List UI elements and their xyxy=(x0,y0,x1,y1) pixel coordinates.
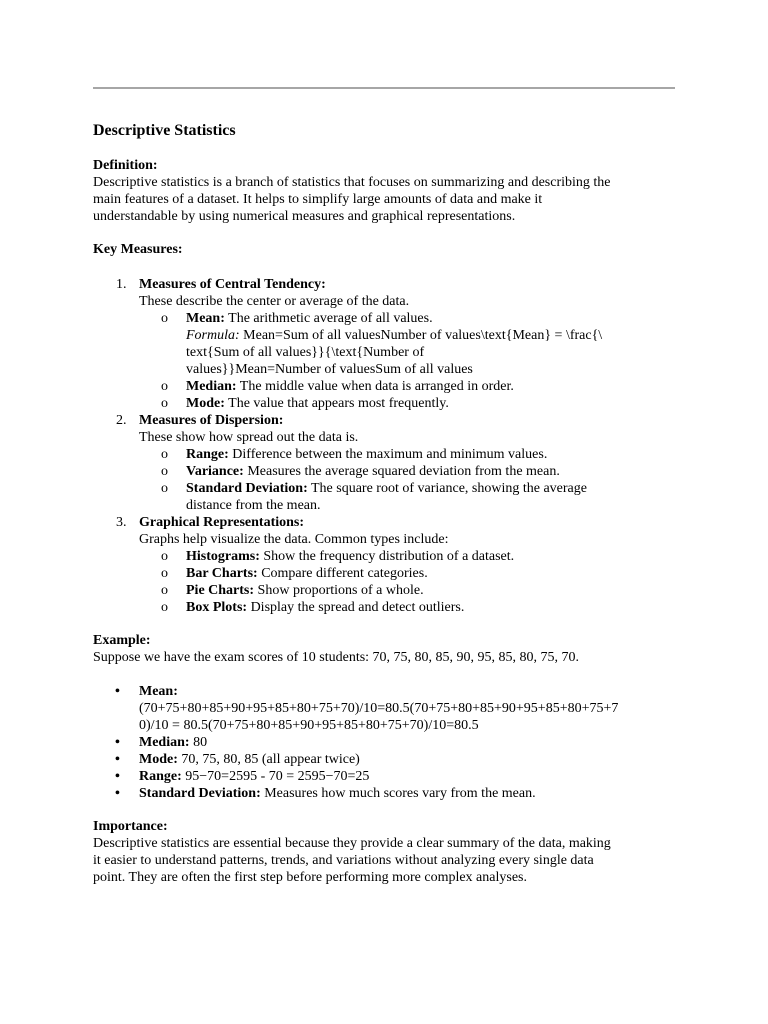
definition-line: Descriptive statistics is a branch of statistics that focuses on summarizing and describing the xyxy=(93,175,611,190)
circle-bullet-icon: o xyxy=(161,481,168,496)
importance-line: Descriptive statistics are essential because they provide a clear summary of the data, making xyxy=(93,836,611,851)
bullet-text: (70+75+80+85+90+95+85+80+75+70)/10=80.5(70+75+80+85+90+95+85+80+75+7 xyxy=(139,701,619,716)
bullet-text: 95−70=2595 - 70 = 2595−70=25 xyxy=(181,769,370,784)
sub-item-label: Bar Charts: xyxy=(186,566,258,581)
key-measures-list xyxy=(93,276,675,616)
list-item xyxy=(93,751,675,768)
sub-item-text: Display the spread and detect outliers. xyxy=(247,600,465,615)
definition-line: main features of a dataset. It helps to simplify large amounts of data and make it xyxy=(93,192,543,207)
sub-item-label: Mode: xyxy=(186,396,225,411)
example-intro: Suppose we have the exam scores of 10 students: 70, 75, 80, 85, 90, 95, 85, 80, 75, 70. xyxy=(93,650,580,665)
sub-item-label: Variance: xyxy=(186,464,244,479)
sub-item-label: Range: xyxy=(186,447,229,462)
importance-line: point. They are often the first step before performing more complex analyses. xyxy=(93,870,527,885)
circle-bullet-icon: o xyxy=(161,566,168,581)
sub-item-text: Measures the average squared deviation from the mean. xyxy=(243,464,560,479)
sub-item-label: Pie Charts: xyxy=(186,583,255,598)
key-measures-heading: Key Measures: xyxy=(93,242,183,257)
measure-item xyxy=(93,276,675,293)
circle-bullet-icon: o xyxy=(161,311,168,326)
key-measures-section xyxy=(93,241,675,258)
sub-item-label: Histograms: xyxy=(186,549,260,564)
bullet-label: Mode: xyxy=(139,752,178,767)
sub-item-label: Median: xyxy=(186,379,237,394)
horizontal-rule xyxy=(93,87,675,89)
formula-text: text{Sum of all values}}{\text{Number of xyxy=(186,345,425,360)
circle-bullet-icon: o xyxy=(161,379,168,394)
sub-item xyxy=(93,582,675,599)
sub-item-continuation: distance from the mean. xyxy=(186,498,321,513)
measure-title: Graphical Representations: xyxy=(139,515,305,530)
measure-description: These describe the center or average of the data. xyxy=(139,294,410,309)
sub-item xyxy=(93,395,675,412)
circle-bullet-icon: o xyxy=(161,396,168,411)
example-bullet-list xyxy=(93,683,675,802)
list-item xyxy=(93,768,675,785)
measure-description: These show how spread out the data is. xyxy=(139,430,359,445)
bullet-text: 80 xyxy=(189,735,208,750)
circle-bullet-icon: o xyxy=(161,600,168,615)
measure-item xyxy=(93,514,675,531)
sub-item-text: Show proportions of a whole. xyxy=(254,583,424,598)
bullet-text: Measures how much scores vary from the mean. xyxy=(260,786,536,801)
bullet-icon: • xyxy=(115,752,120,767)
sub-item-text: The value that appears most frequently. xyxy=(224,396,449,411)
formula-block xyxy=(93,327,675,378)
circle-bullet-icon: o xyxy=(161,583,168,598)
list-item xyxy=(93,785,675,802)
sub-item-label: Standard Deviation: xyxy=(186,481,308,496)
measure-item xyxy=(93,412,675,429)
list-number: 1. xyxy=(116,277,127,292)
formula-text: values}}Mean=Number of valuesSum of all values xyxy=(186,362,473,377)
sub-item-text: The arithmetic average of all values. xyxy=(224,311,433,326)
sub-item-label: Box Plots: xyxy=(186,600,248,615)
sub-item xyxy=(93,565,675,582)
importance-section xyxy=(93,818,675,886)
measure-description: Graphs help visualize the data. Common types include: xyxy=(139,532,449,547)
importance-line: it easier to understand patterns, trends, and variations without analyzing every single data xyxy=(93,853,594,868)
formula-label: Formula: xyxy=(186,328,240,343)
bullet-text: 70, 75, 80, 85 (all appear twice) xyxy=(177,752,360,767)
circle-bullet-icon: o xyxy=(161,447,168,462)
list-number: 3. xyxy=(116,515,127,530)
importance-heading: Importance: xyxy=(93,819,168,834)
sub-item xyxy=(93,548,675,565)
bullet-icon: • xyxy=(115,684,120,699)
sub-item xyxy=(93,463,675,480)
sub-item-text: Show the frequency distribution of a dataset. xyxy=(259,549,515,564)
sub-item-text: The square root of variance, showing the average xyxy=(307,481,587,496)
list-item xyxy=(93,734,675,751)
page-title: Descriptive Statistics xyxy=(93,122,236,139)
sub-item xyxy=(93,599,675,616)
list-number: 2. xyxy=(116,413,127,428)
circle-bullet-icon: o xyxy=(161,549,168,564)
sub-item-text: The middle value when data is arranged in order. xyxy=(236,379,514,394)
bullet-icon: • xyxy=(115,786,120,801)
bullet-label: Median: xyxy=(139,735,190,750)
example-heading: Example: xyxy=(93,633,151,648)
bullet-label: Standard Deviation: xyxy=(139,786,261,801)
bullet-icon: • xyxy=(115,735,120,750)
list-item xyxy=(93,683,675,734)
definition-line: understandable by using numerical measures and graphical representations. xyxy=(93,209,516,224)
definition-heading: Definition: xyxy=(93,158,158,173)
sub-item xyxy=(93,446,675,463)
sub-item-text: Compare different categories. xyxy=(257,566,428,581)
sub-item-text: Difference between the maximum and minimum values. xyxy=(228,447,548,462)
measure-title: Measures of Dispersion: xyxy=(139,413,284,428)
bullet-icon: • xyxy=(115,769,120,784)
sub-item xyxy=(93,310,675,327)
bullet-label: Mean: xyxy=(139,684,178,699)
circle-bullet-icon: o xyxy=(161,464,168,479)
bullet-label: Range: xyxy=(139,769,182,784)
measure-title: Measures of Central Tendency: xyxy=(139,277,326,292)
formula-text: Mean=Sum of all valuesNumber of values\text{Mean} = \frac{\ xyxy=(239,328,603,343)
sub-item-label: Mean: xyxy=(186,311,225,326)
definition-section xyxy=(93,157,675,225)
bullet-text: 0)/10 = 80.5(70+75+80+85+90+95+85+80+75+70)/10=80.5 xyxy=(139,718,479,733)
example-section xyxy=(93,632,675,666)
sub-item xyxy=(93,480,675,497)
sub-item xyxy=(93,378,675,395)
